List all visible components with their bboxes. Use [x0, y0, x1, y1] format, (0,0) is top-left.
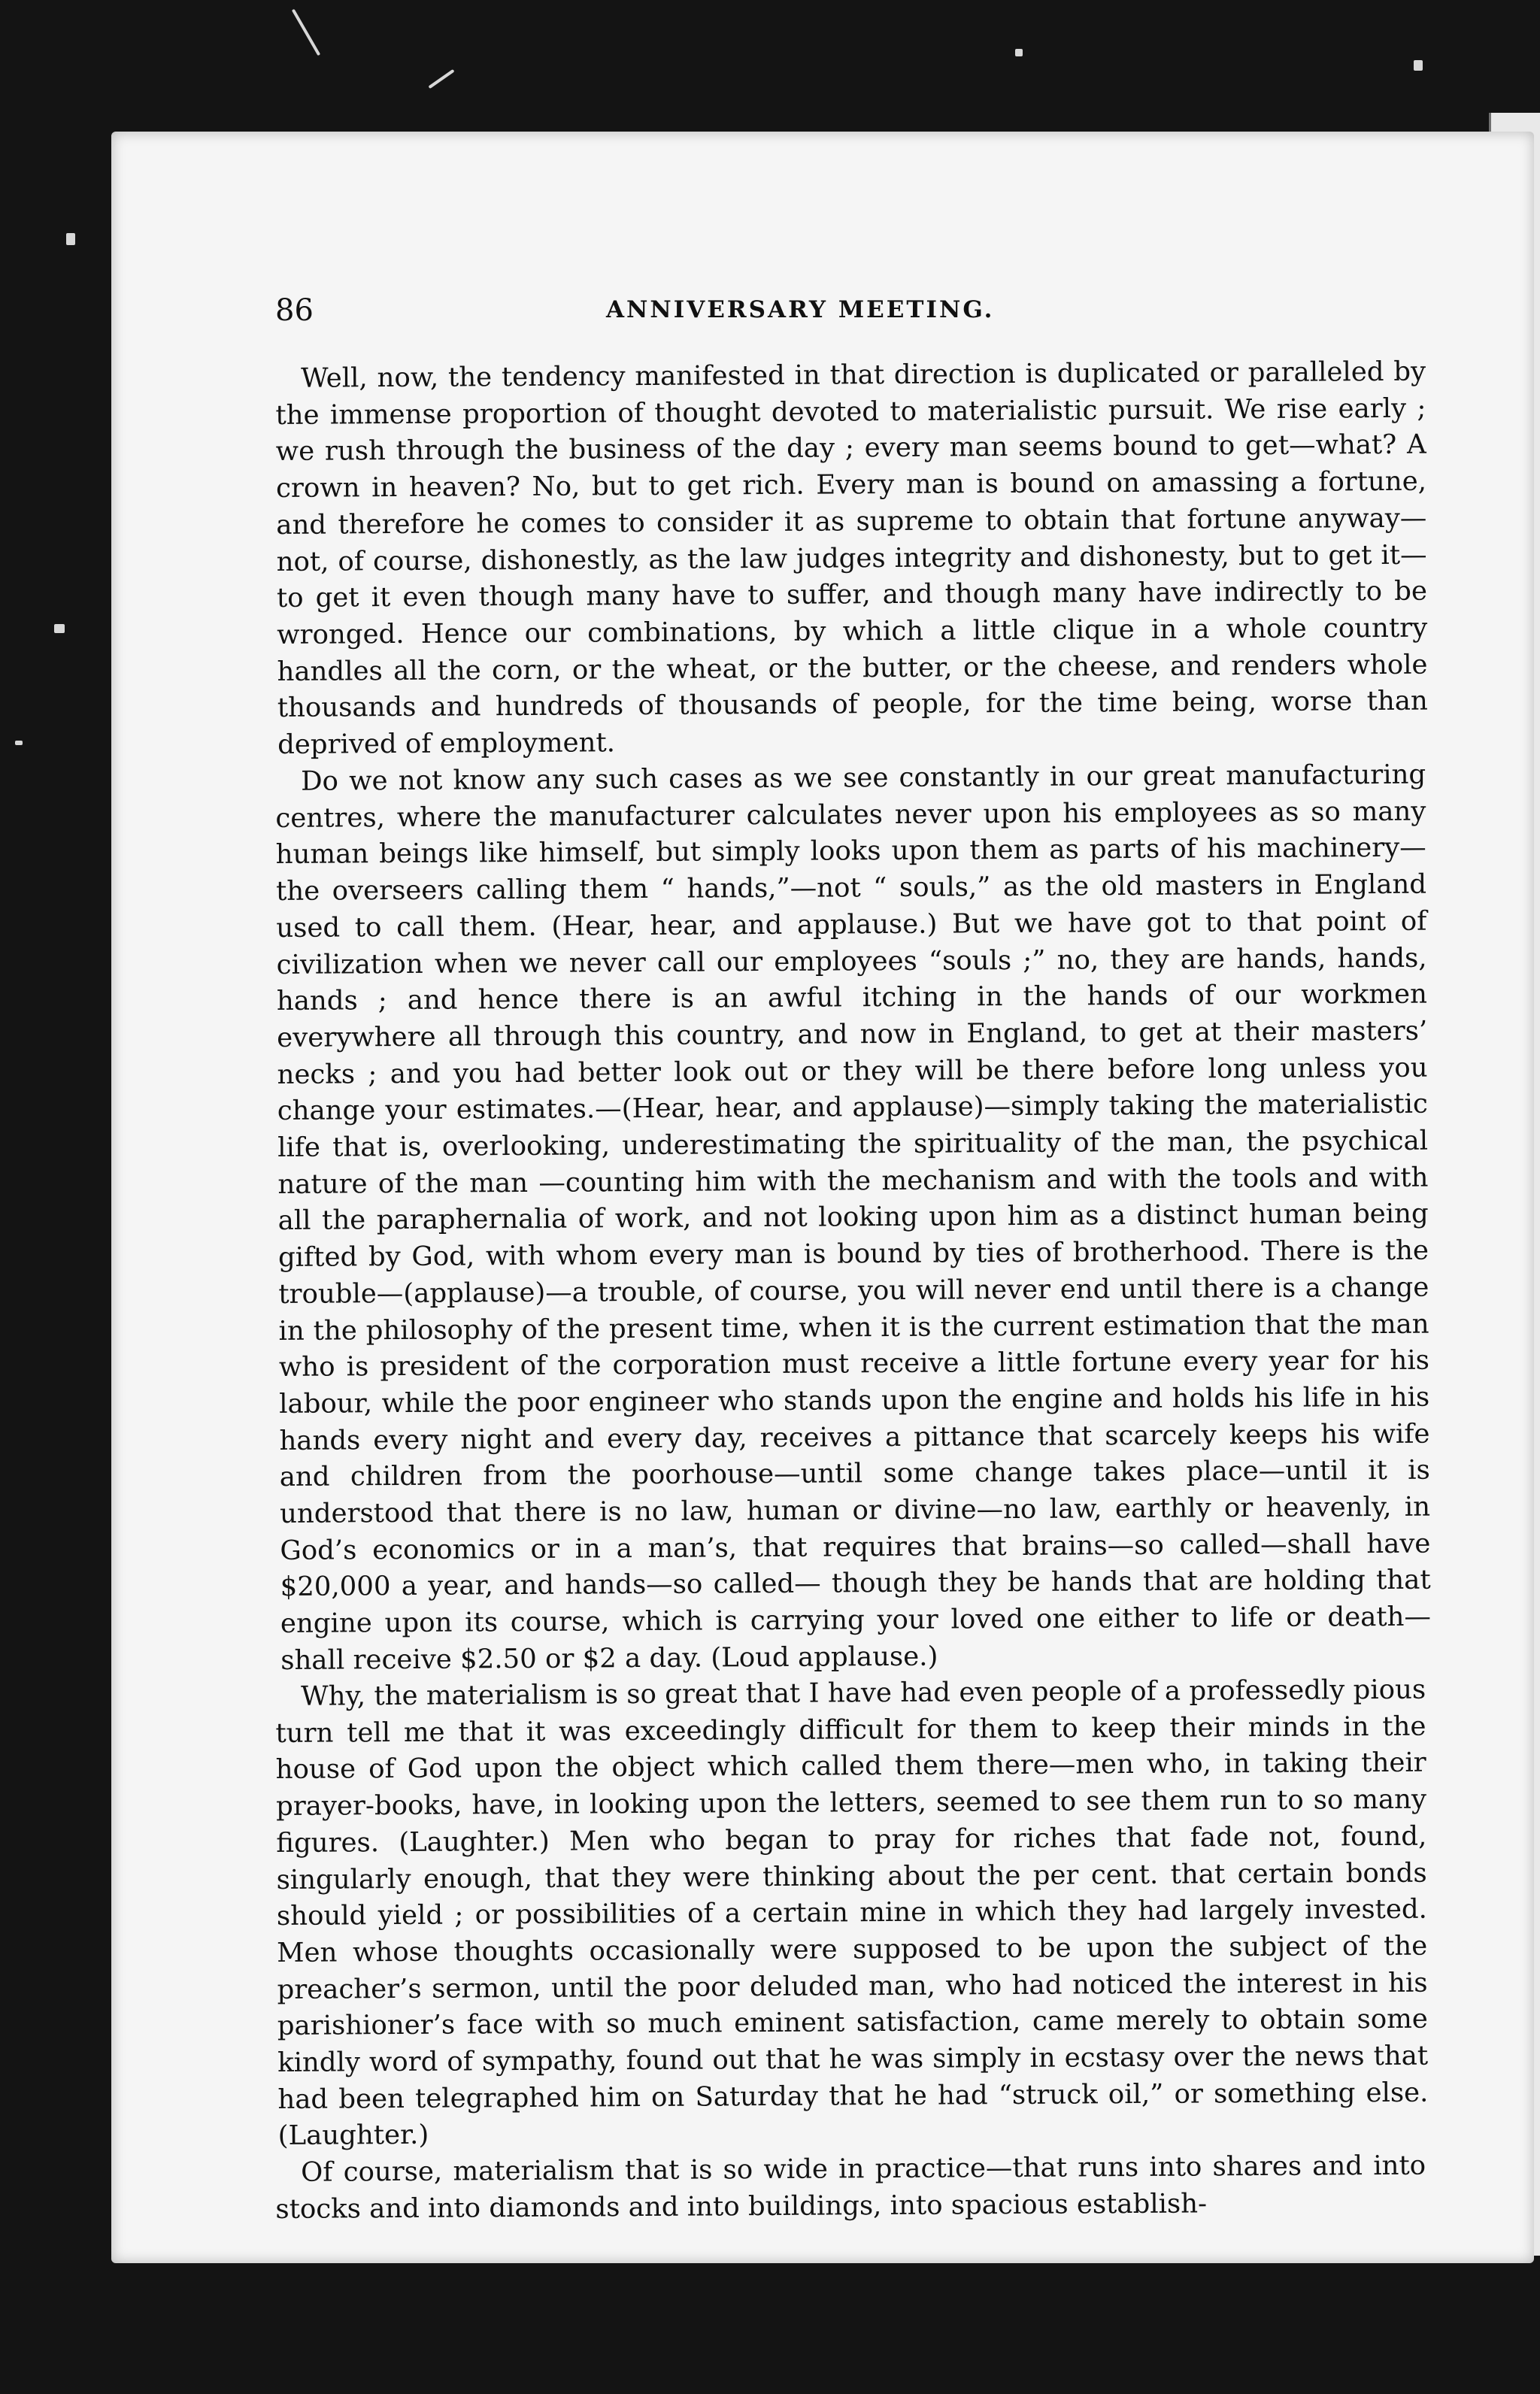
scan-speck	[15, 741, 23, 745]
book-page	[111, 132, 1534, 2263]
scan-speck	[292, 9, 320, 56]
scan-speck	[1414, 60, 1423, 71]
scan-speck	[66, 233, 75, 245]
scan-speck	[428, 69, 454, 89]
paragraph: Do we not know any such cases as we see constantly in our great manufacturing centres, where the manufacturer calculates never upon his employees as so many human beings like himself, but simply looks upon them as parts of his machinery—the overseers calling them “ hands,”—not “ souls,” as the old masters in England used to call them. (Hear, hear, and applause.) But we have got to that point of civilization when we never call our employees “souls ;” no, they are hands, hands, hands ; and hence there is an awful itching in the hands of our workmen everywhere all through this country, and now in England, to get at their masters’ necks ; and you had better look out or they will be there before long unless you change your estimates.—(Hear, hear, and applause)—simply taking the materialistic life that is, overlooking, underestimating the spirituality of the man, the psychical nature of the man —counting him with the mechanism and with the tools and with all the paraphernalia of work, and not looking upon him as a distinct human being gifted by God, with whom every man is bound by ties of brotherhood. There is the trouble—(applause)—a trouble, of course, you will never end until there is a change in the philosophy of the present time, when it is the current estimation that the man who is president of the corporation must receive a little fortune every year for his labour, while the poor engineer who stands upon the engine and holds his life in his hands every night and every day, receives a pittance that scarcely keeps his wife and children from the poorhouse—until some change takes place—until it is understood that there is no law, human or divine—no law, earthly or heavenly, in God’s economics or in a man’s, that requires that brains—so called—shall have $20,000 a year, and hands—so called— though they be hands that are holding that engine upon its course, which is carrying your loved one either to life or death—shall receive $2.50 or $2 a day. (Loud applause.)	[275, 759, 1432, 1676]
scan-speck	[54, 624, 65, 633]
header-title: ANNIVERSARY MEETING.	[606, 296, 995, 323]
paragraph: Well, now, the tendency manifested in that direction is duplicated or paralleled by the immense proportion of thought devoted to materialistic pursuit. We rise early ; we rush through the business of the day ; every man seems bound to get—what? A crown in heaven? No, but to get rich. Every man is bound on amassing a fortune, and therefore he comes to consider it as supreme to obtain that fortune anyway—not, of course, dishonestly, as the law judges integrity and dishonesty, but to get it—to get it even though many have to suffer, and though many have indirectly to be wronged. Hence our combinations, by which a little clique in a whole country handles all the corn, or the wheat, or the butter, or the cheese, and renders whole thousands and hundreds of thousands of people, for the time being, worse than deprived of employment.	[275, 356, 1428, 761]
running-head	[275, 293, 1426, 353]
page-number: 86	[275, 293, 314, 328]
body-text	[275, 356, 1432, 2229]
page-content	[275, 293, 1432, 2229]
scan-speck	[1015, 49, 1023, 56]
paragraph: Why, the materialism is so great that I have had even people of a professedly pious turn tell me that it was exceedingly difficult for them to keep their minds in the house of God upon the object which called them there—men who, in taking their prayer-books, have, in looking upon the letters, seemed to see them run to so many figures. (Laughter.) Men who began to pray for riches that fade not, found, singularly enough, that they were thinking about the per cent. that certain bonds should yield ; or possibilities of a certain mine in which they had largely invested. Men whose thoughts occasionally were supposed to be upon the subject of the preacher’s sermon, until the poor deluded man, who had noticed the interest in his parishioner’s face with so much eminent satisfaction, came merely to obtain some kindly word of sympathy, found out that he was simply in ecstasy over the news that had been telegraphed him on Saturday that he had “struck oil,” or something else. (Laughter.)	[275, 1674, 1429, 2152]
paragraph: Of course, materialism that is so wide in practice—that runs into shares and into stocks and into diamonds and into buildings, into spacious establish-	[275, 2150, 1426, 2226]
